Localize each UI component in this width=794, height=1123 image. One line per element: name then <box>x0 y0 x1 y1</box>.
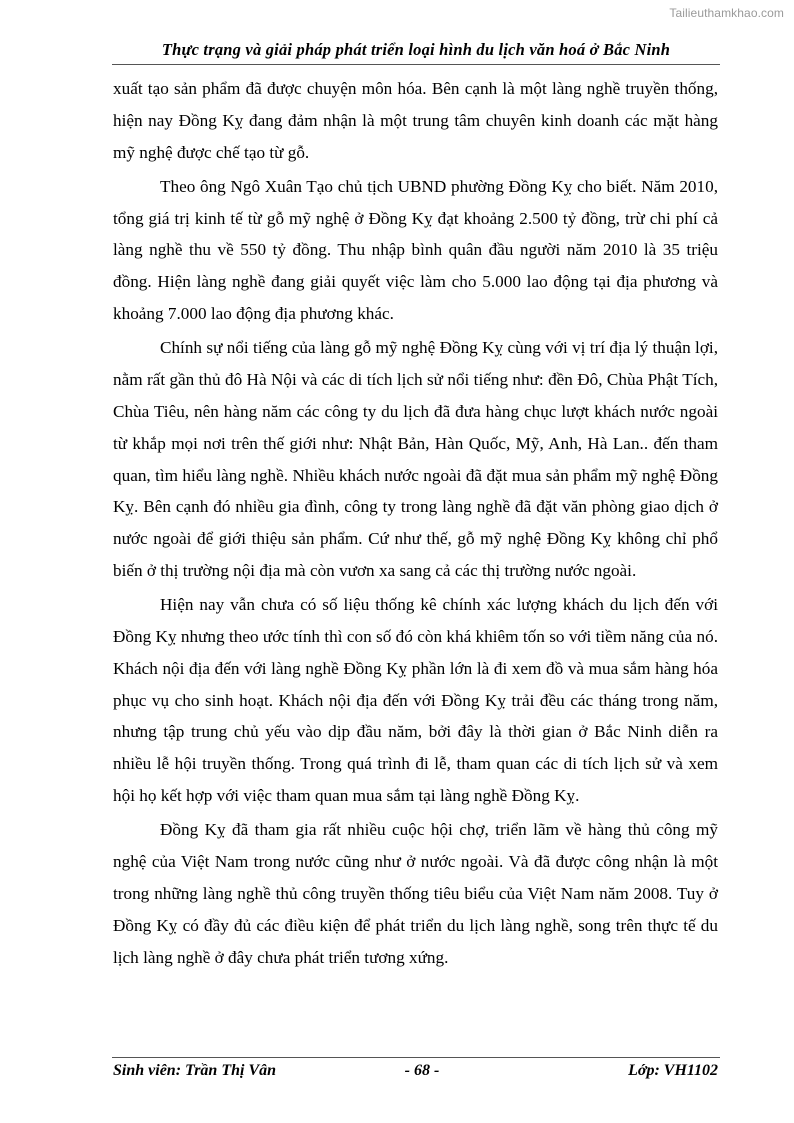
page-header <box>112 40 720 65</box>
watermark: Tailieuthamkhao.com <box>669 6 784 20</box>
paragraph: xuất tạo sản phẩm đã được chuyện môn hóa. Bên cạnh là một làng nghề truyền thống, hiện nay Đồng Kỵ đang đảm nhận là một trung tâm chuyên kinh doanh các mặt hàng mỹ nghệ được chế tạo từ gỗ. <box>113 79 718 162</box>
footer-class: Lớp: VH1102 <box>628 1062 718 1079</box>
page-number: - 68 - <box>404 1062 440 1079</box>
footer-student: Sinh viên: Trần Thị Vân <box>113 1062 277 1079</box>
paragraph: Chính sự nổi tiếng của làng gỗ mỹ nghệ Đồng Kỵ cùng với vị trí địa lý thuận lợi, nằm rất gần thủ đô Hà Nội và các di tích lịch sử nổi tiếng như: đền Đô, Chùa Phật Tích, Chùa Tiêu, nên hàng năm các công ty du lịch đã đưa hàng chục lượt khách nước ngoài từ khắp mọi nơi trên thế giới như: Nhật Bản, Hàn Quốc, Mỹ, Anh, Hà Lan.. đến tham quan, tìm hiểu làng nghề. Nhiều khách nước ngoài đã đặt mua sản phẩm mỹ nghệ Đồng Kỵ. Bên cạnh đó nhiều gia đình, công ty trong làng nghề đã đặt văn phòng giao dịch ở nước ngoài để giới thiệu sản phẩm. Cứ như thế, gỗ mỹ nghệ Đồng Kỵ không chỉ phổ biến ở thị trường nội địa mà còn vươn xa sang cả các thị trường nước ngoài. <box>113 338 718 580</box>
paragraph: Theo ông Ngô Xuân Tạo chủ tịch UBND phường Đồng Kỵ cho biết. Năm 2010, tổng giá trị kinh tế từ gỗ mỹ nghệ ở Đồng Kỵ đạt khoảng 2.500 tỷ đồng, trừ chi phí cả làng nghề thu về 550 tỷ đồng. Thu nhập bình quân đầu người năm 2010 là 35 triệu đồng. Hiện làng nghề đang giải quyết việc làm cho 5.000 lao động tại địa phương và khoảng 7.000 lao động địa phương khác. <box>113 176 718 324</box>
header-title: Thực trạng và giải pháp phát triển loại hình du lịch văn hoá ở Bắc Ninh <box>161 40 671 59</box>
paragraph: Đồng Kỵ đã tham gia rất nhiều cuộc hội chợ, triển lãm về hàng thủ công mỹ nghệ của Việt Nam trong nước cũng như ở nước ngoài. Và đã được công nhận là một trong những làng nghề thủ công truyền thống tiêu biểu của Việt Nam năm 2008. Tuy ở Đồng Kỵ có đầy đủ các điều kiện để phát triển du lịch làng nghề, song trên thực tế du lịch làng nghề ở đây chưa phát triển tương xứng. <box>113 820 718 967</box>
document-body <box>113 73 718 976</box>
page-footer <box>112 1057 720 1084</box>
paragraph: Hiện nay vẫn chưa có số liệu thống kê chính xác lượng khách du lịch đến với Đồng Kỵ nhưng theo ước tính thì con số đó còn khá khiêm tốn so với tiềm năng của nó. Khách nội địa đến với làng nghề Đồng Kỵ phần lớn là đi xem đồ và mua sắm hàng hóa phục vụ cho sinh hoạt. Khách nội địa đến với Đồng Kỵ trải đều các tháng trong năm, nhưng tập trung chủ yếu vào dịp đầu năm, bởi đây là thời gian ở Bắc Ninh diễn ra nhiều lễ hội truyền thống. Trong quá trình đi lễ, tham quan các di tích lịch sử và xem hội họ kết hợp với việc tham quan mua sắm tại làng nghề Đồng Kỵ. <box>113 595 718 806</box>
